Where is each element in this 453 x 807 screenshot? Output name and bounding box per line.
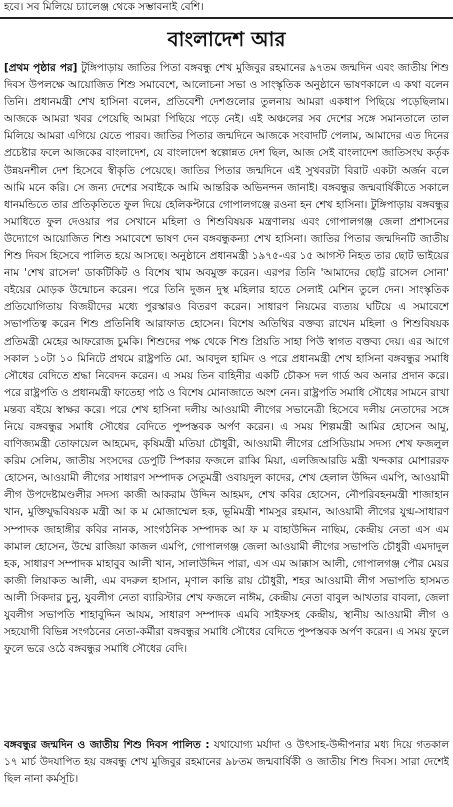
article-headline: বাংলাদেশ আর <box>167 27 286 51</box>
subsection <box>4 737 449 803</box>
article-text: টুঙ্গিপাড়ায় জাতির পিতা বঙ্গবন্ধু শেখ মুজিবুর রহমানের ৯৭তম জন্মদিন এবং জাতীয় শিশু দিবস উপলক্ষে আয়োজিত শিশু সমাবেশে, আলোচনা সভা ও সাংস্কৃতিক অনুষ্ঠানে ভাষণকালে এ কথা বলেন তিনি। প্রধানমন্ত্রী শেখ হাসিনা বলেন, প্রতিবেশী দেশগুলোর তুলনায় আমরা একধাপ পিছিয়ে পড়েছিলাম। আজকে আমরা খবর পেয়েছি আমরা পিছিয়ে পড়ে নেই। এই অঞ্চলের সব দেশের সঙ্গে সমানতালে তাল মিলিয়ে আমরা এগিয়ে যেতে পারব। জাতির পিতার জন্মদিনে আজকে সংবাদটি পেলাম, আমাদের এত দিনের প্রচেষ্টার ফলে আজকের বাংলাদেশ, যে বাংলাদেশ স্বল্পোন্নত দেশ ছিল, আজ সেই বাংলাদেশ জাতিসংঘ কর্তৃক উন্নয়নশীল দেশ হিসেবে স্বীকৃতি পেয়েছে। জাতির পিতার জন্মদিনে এই সুখবরটা বিরাট একটা অর্জন বলে আমি মনে করি। সে জন্য দেশের সবাইকে আমি আন্তরিক অভিনন্দন জানাই। বঙ্গবন্ধুর জন্মবার্ষিকীতে সকালে ধানমন্ডিতে তার প্রতিকৃতিতে ফুল দিয়ে হেলিকপ্টারে গোপালগঞ্জে রওনা হন শেখ হাসিনা। টুঙ্গিপাড়ায় বঙ্গবন্ধুর সমাধিতে ফুল দেওয়ার পর সেখানে মহিলা ও শিশুবিষয়ক মন্ত্রণালয় এবং গোপালগঞ্জ জেলা প্রশাসনের উদ্যোগে আয়োজিত শিশু সমাবেশে ভাষণ দেন বঙ্গবন্ধুকন্যা শেখ হাসিনা। জাতির পিতার জন্মদিনটি জাতীয় শিশু দিবস হিসেবে পালিত হয়ে আসছে। অনুষ্ঠানে প্রধানমন্ত্রী ১৯৭৫-এর ১৫ আগস্ট নিহত তার ছোট ভাইয়ের নাম 'শেখ রাসেল' ডাকটিকিট ও বিশেষ খাম অবমুক্ত করেন। এরপর তিনি 'আমাদের ছোট্ট রাসেল সোনা' বইয়ের মোড়ক উন্মোচন করেন। পরে তিনি দুজন দুস্থ মহিলার হাতে সেলাই মেশিন তুলে দেন। সাংস্কৃতিক প্রতিযোগিতায় বিজয়ীদের মধ্যে পুরস্কারও বিতরণ করেন। সাধারণ নিয়মের ব্যত্যয় ঘটিয়ে এ সমাবেশে সভাপতিত্ব করেন শিশু প্রতিনিধি আরাফাত হোসেন। বিশেষ অতিথির বক্তব্য রাখেন মহিলা ও শিশুবিষয়ক প্রতিমন্ত্রী মেহের আফরোজ চুমকি। শিশুদের পক্ষ থেকে শিশু প্রিয়তি সাহা পিউ স্বাগত বক্তব্য দেয়। এর আগে সকাল ১০টা ১০ মিনিটে প্রথমে রাষ্ট্রপতি মো. আবদুল হামিদ ও পরে প্রধানমন্ত্রী শেখ হাসিনা বঙ্গবন্ধুর সমাধি সৌধের বেদিতে শ্রদ্ধা নিবেদন করেন। এ সময় তিন বাহিনীর একটি চৌকস দল গার্ড অব অনার প্রদান করে। পরে রাষ্ট্রপতি ও প্রধানমন্ত্রী ফাতেহা পাঠ ও বিশেষ মোনাজাতে অংশ নেন। রাষ্ট্রপতি সমাধি সৌধের সামনে রাখা মন্তব্য বইয়ে স্বাক্ষর করে। পরে শেখ হাসিনা দলীয় আওয়ামী লীগের সভানেত্রী হিসেবে দলীয় নেতাদের সঙ্গে নিয়ে বঙ্গবন্ধুর সমাধি সৌধের বেদিতে পুষ্পস্তবক অর্পণ করেন। এ সময় শিল্পমন্ত্রী আমির হোসেন আমু, বাণিজ্যমন্ত্রী তোফায়েল আহমেদ, কৃষিমন্ত্রী মতিয়া চৌধুরী, আওয়ামী লীগের প্রেসিডিয়াম সদস্য শেখ ফজলুল করিম সেলিম, জাতীয় সংসদের ডেপুটি স্পিকার ফজলে রাব্বি মিয়া, এলজিআরডি মন্ত্রী খন্দকার মোশাররফ হোসেন, আওয়ামী লীগের সাধারণ সম্পাদক সেতুমন্ত্রী ওবায়দুল কাদের, শেখ হেলাল উদ্দিন এমপি, আওয়ামী লীগ উপদেষ্টামণ্ডলীর সদস্য কাজী আকরাম উদ্দিন আহমদ, শেখ কবির হোসেন, নৌপরিবহনমন্ত্রী শাজাহান খান, মুক্তিযুদ্ধবিষয়ক মন্ত্রী আ ক ম মোজাম্মেল হক, ভূমিমন্ত্রী শামসুর রহমান, আওয়ামী লীগের যুগ্ম-সাধারণ সম্পাদক জাহাঙ্গীর কবির নানক, সাংগঠনিক সম্পাদক আ ফ ম বাহাউদ্দিন নাছিম, কেন্দ্রীয় নেতা এস এম কামাল হোসেন, উম্মে রাজিয়া কাজল এমপি, গোপালগঞ্জ জেলা আওয়ামী লীগের সভাপতি চৌধুরী এমদাদুল হক, সাধারণ সম্পাদক মাহাবুব আলী খান, সালাউদ্দিন পারা, এস এম আক্কাস আলী, গোপালগঞ্জ পৌর মেয়র কাজী লিয়াকত আলী, এম বদরুল হাসান, মৃণাল কান্তি রায় চৌধুরী, শহর আওয়ামী লীগ সভাপতি হাসমত আলী সিকদার চুনু, যুবলীগ নেতা ব্যারিস্টার শেখ ফজলে নাঈম, কেন্দ্রীয় নেতা বাবুল আখতার বাবলা, জেলা যুবলীগ সভাপতি শাহাবুদ্দিন আযম, সাধারণ সম্পাদক এমবি সাইফসহ কেন্দ্রীয়, স্থানীয় আওয়ামী লীগ ও সহযোগী বিভিন্ন সংগঠনের নেতা-কর্মীরা বঙ্গবন্ধুর সমাধি সৌধের বেদিতে পুষ্পস্তবক অর্পণ করেন। এ সময় ফুলে ফুলে ভরে ওঠে বঙ্গবন্ধুর সমাধি সৌধের বেদি। <box>4 62 449 656</box>
subsection-heading: বঙ্গবন্ধুর জন্মদিন ও জাতীয় শিশু দিবস পালিত : <box>4 739 210 751</box>
subsection-paragraph <box>4 737 449 788</box>
article-body <box>4 60 449 728</box>
subsection-text: যথাযোগ্য মর্যাদা ও উৎসাহ-উদ্দীপনার মধ্য দিয়ে গতকাল ১৭ মার্চ উদযাপিত হয় বঙ্গবন্ধু শেখ মুজিবুর রহমানের ৯৮তম জন্মবার্ষিকী ও জাতীয় শিশু দিবস। সারা দেশেই ছিল নানা কর্মসূচি। <box>4 739 449 786</box>
article-paragraph <box>4 60 449 658</box>
previous-column-fragment: হবে। সব মিলিয়ে চ্যালেঞ্জ থেকে সম্ভাবনাই বেশি। <box>4 1 204 13</box>
continued-from-kicker: [প্রথম পৃষ্ঠার পর] <box>4 62 78 74</box>
divider-rule <box>0 17 453 19</box>
